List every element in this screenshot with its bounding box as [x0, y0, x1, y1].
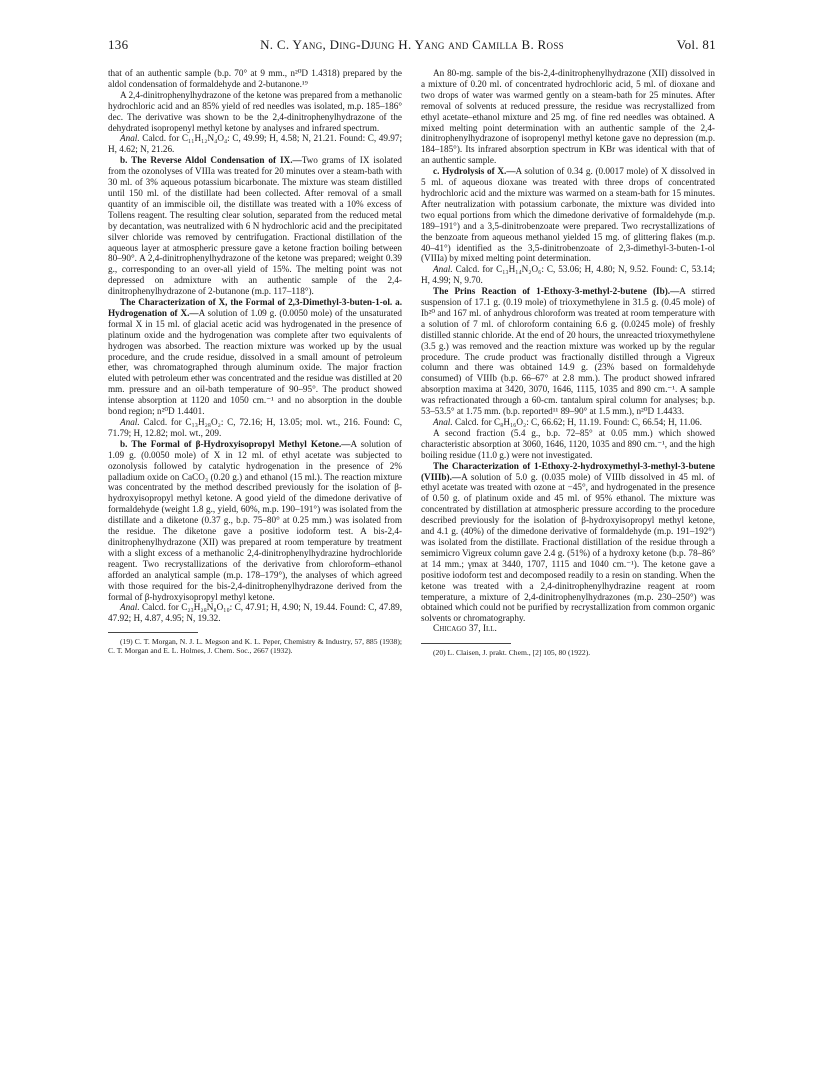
- analysis-label: Anal.: [433, 264, 453, 275]
- section-paragraph: [421, 461, 715, 625]
- paragraph: that of an authentic sample (b.p. 70° at 9 mm., n²⁰D 1.4318) prepared by the aldol condensation of formaldehyde and 2-butanone.¹⁹: [108, 68, 402, 89]
- left-column: [108, 68, 402, 656]
- analysis-label: Anal.: [120, 133, 140, 144]
- page-number: 136: [108, 37, 129, 52]
- section-paragraph: [108, 297, 402, 417]
- section-heading: b. The Formal of β-Hydroxyisopropyl Methyl Ketone.—: [120, 438, 351, 449]
- section-text: A solution of 1.09 g. (0.0050 mole) of the unsaturated formal X in 15 ml. of glacial acetic acid was hydrogenated in the presence of platinum oxide and the hydrogenation was complete after two equivalents of hydrogen was absorbed. The reaction mixture was worked up by the usual procedure, and the crude residue, dissolved in a small amount of petroleum ether, was chromatographed through aluminum oxide. The major fraction eluted with petroleum ether was concentrated and the residue was distilled at 20 mm. pressure and an oil-bath temperature of 90–95°. The product showed intense absorption at 1120 and 1050 cm.⁻¹ and no absorption in the double bond region; n²⁰D 1.4401.: [108, 307, 402, 417]
- section-text: A solution of 1.09 g. (0.0050 mole) of X in 12 ml. of ethyl acetate was subjected to ozonolysis followed by catalytic hydrogenation in the presence of 2% palladium oxide on CaCO₃ (0.20 g.) and ethanol (15 ml.). The reaction mixture was concentrated by the method described previously for the isolation of β-hydroxyisopropyl methyl ketone. A good yield of the dimedone derivative of formaldehyde (weight 1.8 g., yield, 60%, m.p. 190–191°) was isolated from the distillate and a diketone (0.37 g., b.p. 75–80° at 0.25 mm.) was isolated from the residue. The diketone gave a positive iodoform test. A bis-2,4-dinitrophenylhydrazone (XII) was prepared at room temperature by treatment with a slight excess of a methanolic 2,4-dinitrophenylhydrazine hydrochloride reagent. Two recrystallizations of the derivative from chloroform–ethanol afforded an analytical sample (m.p. 178–179°), the analyses of which agreed with those required for the bis-2,4-dinitrophenylhydrazone derived from the formal of β-hydroxyisopropyl methyl ketone.: [108, 438, 402, 602]
- section-heading: c. Hydrolysis of X.—: [433, 166, 516, 177]
- paragraph: A second fraction (5.4 g., b.p. 72–85° at 0.05 mm.) which showed characteristic absorption at 3060, 1646, 1120, 1035 and 890 cm.⁻¹, and the high boiling residue (11.0 g.) were not investigated.: [421, 427, 715, 460]
- section-text: A solution of 5.0 g. (0.035 mole) of VIIIb dissolved in 45 ml. of ethyl acetate was treated with ozone at −45°, and hydrogenated in the presence of 0.50 g. of platinum oxide and 45 ml. of 95% ethanol. The mixture was concentrated by distillation at atmospheric pressure according to the procedure described previously for the isolation of β-hydroxyisopropyl methyl ketone, and 4.1 g. (40%) of the dimedone derivative of formaldehyde (m.p. 191–192°) was isolated from the distillate. Fractional distillation of the residue through a semimicro Vigreux column gave 2.4 g. (51%) of a hydroxy ketone (b.p. 78–86° at 14 mm.; γmax at 3440, 1707, 1115 and 1040 cm.⁻¹). The ketone gave a positive iodoform test and decomposed readily to a resin on standing. When the ketone was treated with a 2,4-dinitrophenylhydrazine reagent at room temperature, a mixture of 2,4-dinitrophenylhydrazones (m.p. 230–250°) was obtained which could not be purified by recrystallization from common organic solvents or chromatography.: [421, 471, 715, 624]
- footnote-divider: [421, 643, 511, 644]
- paragraph: An 80-mg. sample of the bis-2,4-dinitrophenylhydrazone (XII) dissolved in a mixture of 0.20 ml. of concentrated hydrochloric acid, 5 ml. of dioxane and two drops of water was warmed gently on a steam-bath for 25 minutes. After removal of solvents at reduced pressure, the residue was recrystallized from ethyl acetate–ethanol mixture and 25 mg. of fine red needles was obtained. A mixed melting point determination with an authentic sample of the 2,4-dinitrophenylhydrazone of isopropenyl methyl ketone gave no depression (m.p. 184–185°). Its infrared absorption spectrum in KBr was identical with that of an authentic sample.: [421, 68, 715, 166]
- analysis-text: Calcd. for C₁₁H₁₂N₄O₄: C, 49.99; H, 4.58; N, 21.21. Found: C, 49.97; H, 4.62; N, 21.26.: [108, 133, 402, 155]
- footnote: (20) L. Claisen, J. prakt. Chem., [2] 105, 80 (1922).: [433, 648, 591, 658]
- analysis-paragraph: [421, 264, 715, 286]
- analysis-text: Calcd. for C₁₃H₂₈O₂: C, 72.16; H, 13.05; mol. wt., 216. Found: C, 71.79; H, 12.82; mol. wt., 209.: [108, 417, 403, 438]
- section-paragraph: [421, 166, 715, 264]
- analysis-paragraph: [421, 417, 715, 428]
- section-heading: b. The Reverse Aldol Condensation of IX.—: [120, 155, 302, 166]
- analysis-label: Anal.: [433, 417, 453, 427]
- section-paragraph: [108, 155, 402, 297]
- analysis-paragraph: [108, 602, 402, 624]
- affiliation-city: Chicago 37, Ill.: [433, 624, 497, 635]
- section-heading: The Characterization of X, the Formal of 2,3-Dimethyl-3-buten-1-ol. a. Hydrogenation of X.—: [108, 297, 402, 318]
- analysis-label: Anal.: [120, 602, 140, 613]
- analysis-text: Calcd. for C₁₃H₁₄N₂O₆: C, 53.06; H, 4.80; N, 9.52. Found: C, 53.14; H, 4.99; N, 9.70.: [421, 264, 716, 286]
- running-title-authors: N. C. Yang, Ding-Djung H. Yang and Camilla B. Ross: [260, 37, 564, 52]
- analysis-paragraph: [108, 417, 402, 439]
- right-column: [421, 68, 715, 657]
- analysis-text: Calcd. for C₈H₁₆O₂: C, 66.62; H, 11.19. Found: C, 66.54; H, 11.06.: [454, 417, 702, 427]
- footnote: (19) C. T. Morgan, N. J. L. Megson and K. L. Peper, Chemistry & Industry, 57, 885 (1938); C. T. Morgan and E. L. Holmes, J. Chem. Soc., 2667 (1932).: [108, 637, 402, 656]
- analysis-text: Calcd. for C₂₃H₂₈N₈O₁₀: C, 47.91; H, 4.90; N, 19.44. Found: C, 47.89, 47.92; H, 4.87, 4.95; N, 19.32.: [108, 602, 403, 624]
- section-text: Two grams of IX isolated from the ozonolyses of VIIIa was treated for 20 minutes over a steam-bath with 30 ml. of 3% aqueous potassium bicarbonate. The mixture was steam distilled until 150 ml. of the distillate had been collected. After removal of a small quantity of an immiscible oil, the distillate was treated with a 10% excess of Tollens reagent. The resulting clear solution, separated from the reduced metal by decantation, was neutralized with 6 N hydrochloric acid and the precipitated silver chloride was removed by centrifugation. Fractional distillation of the aqueous layer at atmospheric pressure gave a ketone fraction boiling between 80–90°. A 2,4-dinitrophenylhydrazone of the ketone was prepared; weight 0.39 g., corresponding to an over-all yield of 15%. The melting point was not depressed on admixture with an authentic sample of the 2,4-dinitrophenylhydrazone of 2-butanone (m.p. 117–118°).: [108, 155, 403, 297]
- volume-label: Vol. 81: [676, 37, 716, 52]
- page-header: [108, 37, 716, 53]
- section-heading: The Characterization of 1-Ethoxy-2-hydroxymethyl-3-methyl-3-butene (VIIIb).—: [421, 460, 715, 482]
- analysis-label: Anal.: [120, 417, 140, 427]
- section-paragraph: [108, 439, 402, 603]
- section-heading: The Prins Reaction of 1-Ethoxy-3-methyl-2-butene (Ib).—: [433, 286, 680, 297]
- analysis-paragraph: [108, 133, 402, 155]
- section-text: A solution of 0.34 g. (0.0017 mole) of X dissolved in 5 ml. of aqueous dioxane was treated with three drops of concentrated hydrochloric acid and the mixture was warmed on a steam-bath for 15 minutes. After neutralization with potassium carbonate, the mixture was divided into two equal portions from which the dimedone derivative of formaldehyde (m.p. 189–191°) and a 3,5-dinitrobenzoate were prepared. Two recrystallizations of the benzoate from aqueous methanol yielded 15 mg. of glittering flakes (m.p. 40–41°) identified as the 3,5-dinitrobenzoate of 2,3-dimethyl-3-buten-1-ol (VIIIa) by mixed melting point determination.: [421, 166, 715, 264]
- section-paragraph: [421, 286, 715, 417]
- paragraph: A 2,4-dinitrophenylhydrazone of the ketone was prepared from a methanolic hydrochloric acid and an 85% yield of red needles was isolated, m.p. 185–186° dec. The derivative was shown to be the 2,4-dinitrophenylhydrazone of the dehydrated isopropenyl methyl ketone by analyses and infrared spectrum.: [108, 89, 402, 133]
- section-text: A stirred suspension of 17.1 g. (0.19 mole) of trioxymethylene in 31.5 g. (0.45 mole) of Ib²⁰ and 167 ml. of anhydrous chloroform was treated at room temperature with a solution of 7 ml. of chloroform containing 6.6 g. (0.0245 mole) of freshly distilled stannic chloride. At the end of 20 hours, the unreacted trioxymethylene (3.5 g.) was removed and the reaction mixture was worked up by the regular procedure. The crude product was fractionally distilled through a Vigreux column and there was obtained 14.9 g. (23% based on formaldehyde consumed) of VIIIb (b.p. 66–67° at 2.8 mm.). The product showed infrared absorption maxima at 3420, 3070, 1646, 1115, 1035 and 890 cm.⁻¹. A sample was refractionated through a 60-cm. tantalum spiral column for analyses; b.p. 53–53.5° at 1.75 mm. (b.p. reported¹¹ 89–90° at 1.5 mm.), n²⁰D 1.4433.: [421, 286, 715, 417]
- footnote-divider: [108, 632, 198, 633]
